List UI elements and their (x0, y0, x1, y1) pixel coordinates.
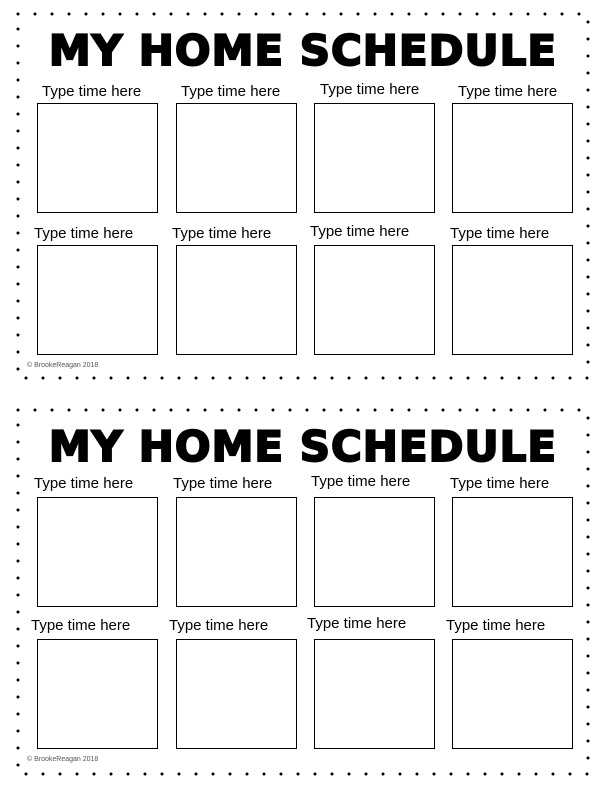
time-label[interactable]: Type time here (181, 83, 281, 100)
time-label[interactable]: Type time here (42, 83, 142, 100)
activity-box[interactable] (452, 639, 573, 749)
activity-box[interactable] (314, 497, 435, 607)
activity-box[interactable] (452, 103, 573, 213)
activity-box[interactable] (314, 103, 435, 213)
time-label[interactable]: Type time here (169, 617, 269, 634)
time-label[interactable]: Type time here (34, 475, 134, 492)
schedule-title: MY HOME SCHEDULE (48, 26, 558, 75)
schedule-card-2 (14, 406, 592, 778)
activity-box[interactable] (176, 639, 297, 749)
activity-box[interactable] (314, 245, 435, 355)
time-label[interactable]: Type time here (173, 475, 273, 492)
schedule-title: MY HOME SCHEDULE (48, 422, 558, 471)
time-label[interactable]: Type time here (320, 81, 420, 98)
time-label[interactable]: Type time here (31, 617, 131, 634)
time-label[interactable]: Type time here (172, 225, 272, 242)
time-label[interactable]: Type time here (311, 473, 411, 490)
copyright-text: © BrookeReagan 2018 (27, 756, 99, 763)
activity-box[interactable] (37, 497, 158, 607)
activity-box[interactable] (314, 639, 435, 749)
time-label[interactable]: Type time here (34, 225, 134, 242)
time-label[interactable]: Type time here (307, 615, 407, 632)
time-label[interactable]: Type time here (450, 475, 550, 492)
time-label[interactable]: Type time here (310, 223, 410, 240)
time-label[interactable]: Type time here (458, 83, 558, 100)
copyright-text: © BrookeReagan 2018 (27, 362, 99, 369)
activity-box[interactable] (37, 245, 158, 355)
activity-box[interactable] (176, 103, 297, 213)
schedule-card-1 (14, 10, 592, 382)
activity-box[interactable] (176, 245, 297, 355)
activity-box[interactable] (452, 497, 573, 607)
activity-box[interactable] (452, 245, 573, 355)
time-label[interactable]: Type time here (450, 225, 550, 242)
activity-box[interactable] (37, 103, 158, 213)
time-label[interactable]: Type time here (446, 617, 546, 634)
activity-box[interactable] (37, 639, 158, 749)
activity-box[interactable] (176, 497, 297, 607)
